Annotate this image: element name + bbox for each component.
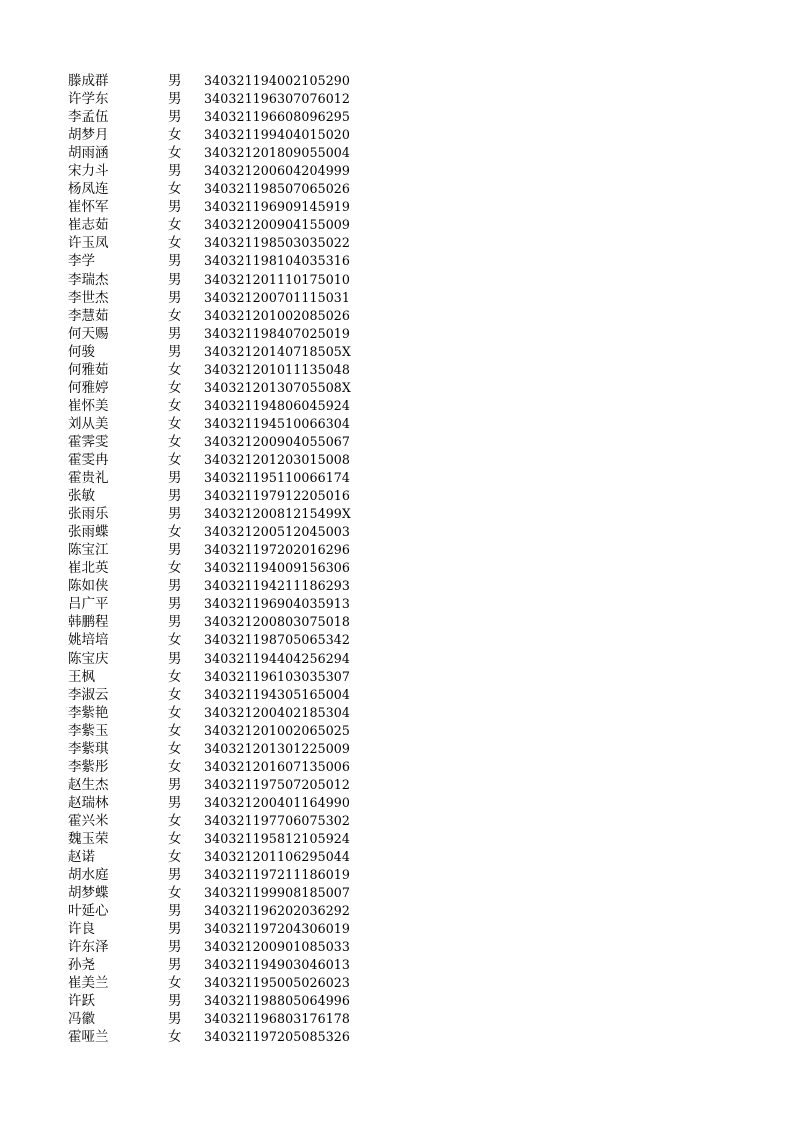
table-row xyxy=(68,90,368,108)
person-name: 赵瑞林 xyxy=(68,794,109,811)
person-name: 刘从美 xyxy=(68,415,109,432)
table-row xyxy=(68,631,368,649)
person-gender: 女 xyxy=(168,451,182,468)
person-id-number: 340321201106295044 xyxy=(204,849,351,865)
person-name: 何天赐 xyxy=(68,325,109,342)
person-id-number: 340321199404015020 xyxy=(204,127,351,143)
person-id-number: 34032120081215499X xyxy=(204,506,351,522)
person-gender: 男 xyxy=(168,542,182,559)
table-row xyxy=(68,938,368,956)
person-gender: 女 xyxy=(168,433,182,450)
person-gender: 女 xyxy=(168,217,182,234)
person-gender: 男 xyxy=(168,596,182,613)
table-row xyxy=(68,974,368,992)
person-id-number: 340321197204306019 xyxy=(204,921,351,937)
person-name: 崔美兰 xyxy=(68,975,109,992)
table-row xyxy=(68,72,368,90)
table-row xyxy=(68,686,368,704)
person-gender: 女 xyxy=(168,686,182,703)
person-name: 何雅茹 xyxy=(68,361,109,378)
person-name: 张雨乐 xyxy=(68,506,109,523)
person-id-number: 340321197507205012 xyxy=(204,776,351,792)
person-id-number: 340321197211186019 xyxy=(204,867,351,883)
person-name: 许良 xyxy=(68,921,95,938)
table-row xyxy=(68,433,368,451)
person-gender: 男 xyxy=(168,325,182,342)
person-gender: 女 xyxy=(168,1029,182,1046)
person-name: 李紫琪 xyxy=(68,740,109,757)
person-gender: 女 xyxy=(168,127,182,144)
person-gender: 男 xyxy=(168,73,182,89)
person-gender: 女 xyxy=(168,758,182,775)
table-row xyxy=(68,956,368,974)
person-gender: 女 xyxy=(168,722,182,739)
person-gender: 女 xyxy=(168,885,182,902)
person-name: 王枫 xyxy=(68,668,95,685)
person-gender: 女 xyxy=(168,668,182,685)
person-name: 李淑云 xyxy=(68,686,109,703)
person-gender: 男 xyxy=(168,289,182,306)
person-gender: 男 xyxy=(168,921,182,938)
person-gender: 男 xyxy=(168,776,182,793)
person-name: 霍霁雯 xyxy=(68,433,109,450)
person-id-number: 340321194211186293 xyxy=(204,578,351,594)
person-id-number: 340321194510066304 xyxy=(204,415,351,431)
table-row xyxy=(68,325,368,343)
person-name: 李孟伍 xyxy=(68,109,109,126)
table-row xyxy=(68,451,368,469)
person-name: 张雨蝶 xyxy=(68,524,109,541)
person-gender: 女 xyxy=(168,361,182,378)
person-id-number: 34032120130705508X xyxy=(204,379,351,395)
person-name: 李学 xyxy=(68,253,95,270)
person-gender: 女 xyxy=(168,235,182,252)
table-row xyxy=(68,144,368,162)
person-id-number: 340321200402185304 xyxy=(204,704,351,720)
person-name: 张敏 xyxy=(68,488,95,505)
person-name: 霍兴米 xyxy=(68,812,109,829)
table-row xyxy=(68,271,368,289)
person-name: 李紫彤 xyxy=(68,758,109,775)
table-row xyxy=(68,613,368,631)
person-id-number: 340321196909145919 xyxy=(204,199,351,215)
person-id-number: 340321197205085326 xyxy=(204,1029,351,1045)
table-row xyxy=(68,992,368,1010)
person-gender: 男 xyxy=(168,488,182,505)
table-row xyxy=(68,415,368,433)
table-row xyxy=(68,162,368,180)
person-name: 赵生杰 xyxy=(68,776,109,793)
person-id-number: 340321200803075018 xyxy=(204,614,351,630)
table-row xyxy=(68,469,368,487)
person-name: 滕成群 xyxy=(68,73,109,89)
table-row xyxy=(68,234,368,252)
person-gender: 女 xyxy=(168,181,182,198)
person-name: 霍贵礼 xyxy=(68,470,109,487)
table-row xyxy=(68,668,368,686)
table-row xyxy=(68,884,368,902)
person-id-number: 340321200904055067 xyxy=(204,433,351,449)
person-gender: 男 xyxy=(168,903,182,920)
person-name: 胡水庭 xyxy=(68,867,109,884)
person-id-number: 340321198805064996 xyxy=(204,993,351,1009)
person-gender: 男 xyxy=(168,794,182,811)
table-row xyxy=(68,740,368,758)
person-id-number: 340321198104035316 xyxy=(204,253,351,269)
person-id-number: 340321194305165004 xyxy=(204,686,351,702)
person-name: 陈宝庆 xyxy=(68,650,109,667)
table-row xyxy=(68,722,368,740)
person-id-number: 340321194009156306 xyxy=(204,560,351,576)
table-row xyxy=(68,920,368,938)
person-gender: 男 xyxy=(168,506,182,523)
person-gender: 女 xyxy=(168,704,182,721)
person-name: 胡梦蝶 xyxy=(68,885,109,902)
person-gender: 男 xyxy=(168,163,182,180)
person-id-number: 340321198503035022 xyxy=(204,235,351,251)
person-gender: 女 xyxy=(168,849,182,866)
person-name: 崔怀军 xyxy=(68,199,109,216)
table-row xyxy=(68,902,368,920)
person-name: 许玉凤 xyxy=(68,235,109,252)
table-row xyxy=(68,397,368,415)
person-gender: 男 xyxy=(168,650,182,667)
table-row xyxy=(68,830,368,848)
person-name: 陈如侠 xyxy=(68,578,109,595)
person-id-number: 340321200604204999 xyxy=(204,163,351,179)
table-row xyxy=(68,307,368,325)
table-row xyxy=(68,577,368,595)
person-id-number: 340321194002105290 xyxy=(204,73,351,88)
person-name: 陈宝江 xyxy=(68,542,109,559)
person-name: 何雅婷 xyxy=(68,379,109,396)
person-name: 霍雯冉 xyxy=(68,451,109,468)
person-gender: 男 xyxy=(168,867,182,884)
person-name: 吕广平 xyxy=(68,596,109,613)
person-name: 许跃 xyxy=(68,993,95,1010)
person-id-number: 340321196803176178 xyxy=(204,1011,351,1027)
person-name: 孙尧 xyxy=(68,957,95,974)
person-id-number: 340321195812105924 xyxy=(204,830,351,846)
table-row xyxy=(68,704,368,722)
person-name: 李紫艳 xyxy=(68,704,109,721)
person-id-number: 340321201002085026 xyxy=(204,307,351,323)
person-id-number: 340321201011135048 xyxy=(204,361,351,377)
person-name: 霍哑兰 xyxy=(68,1029,109,1046)
person-id-number: 340321198407025019 xyxy=(204,325,351,341)
person-id-number: 340321194404256294 xyxy=(204,650,351,666)
table-row xyxy=(68,559,368,577)
roster-table xyxy=(68,72,368,1047)
person-name: 冯徽 xyxy=(68,1011,95,1028)
person-gender: 女 xyxy=(168,812,182,829)
person-name: 许学东 xyxy=(68,91,109,108)
person-gender: 男 xyxy=(168,91,182,108)
person-id-number: 340321201002065025 xyxy=(204,722,351,738)
person-id-number: 340321200901085033 xyxy=(204,939,351,955)
table-row xyxy=(68,776,368,794)
person-gender: 女 xyxy=(168,415,182,432)
person-name: 李世杰 xyxy=(68,289,109,306)
person-id-number: 340321201301225009 xyxy=(204,740,351,756)
table-row xyxy=(68,180,368,198)
person-name: 崔志茹 xyxy=(68,217,109,234)
person-gender: 女 xyxy=(168,740,182,757)
person-id-number: 340321200401164990 xyxy=(204,794,351,810)
table-row xyxy=(68,126,368,144)
person-id-number: 340321196103035307 xyxy=(204,668,351,684)
table-row xyxy=(68,198,368,216)
table-row xyxy=(68,361,368,379)
table-row xyxy=(68,595,368,613)
person-gender: 女 xyxy=(168,560,182,577)
person-gender: 女 xyxy=(168,830,182,847)
person-gender: 男 xyxy=(168,470,182,487)
table-row xyxy=(68,487,368,505)
person-name: 何骏 xyxy=(68,343,95,360)
person-id-number: 340321197706075302 xyxy=(204,812,351,828)
table-row xyxy=(68,343,368,361)
table-row xyxy=(68,866,368,884)
person-name: 叶延心 xyxy=(68,903,109,920)
table-row xyxy=(68,848,368,866)
person-gender: 男 xyxy=(168,993,182,1010)
person-name: 姚培培 xyxy=(68,632,109,649)
person-id-number: 34032120140718505X xyxy=(204,343,351,359)
person-gender: 女 xyxy=(168,379,182,396)
person-id-number: 340321201809055004 xyxy=(204,145,351,161)
person-gender: 女 xyxy=(168,307,182,324)
person-id-number: 340321197912205016 xyxy=(204,488,351,504)
person-gender: 女 xyxy=(168,145,182,162)
person-name: 李瑞杰 xyxy=(68,271,109,288)
person-name: 崔怀美 xyxy=(68,397,109,414)
table-row xyxy=(68,1028,368,1046)
person-name: 韩鹏程 xyxy=(68,614,109,631)
person-id-number: 340321198507065026 xyxy=(204,181,351,197)
person-name: 胡雨涵 xyxy=(68,145,109,162)
person-name: 杨凤连 xyxy=(68,181,109,198)
person-gender: 男 xyxy=(168,109,182,126)
person-gender: 男 xyxy=(168,939,182,956)
person-name: 魏玉荣 xyxy=(68,830,109,847)
table-row xyxy=(68,794,368,812)
person-id-number: 340321196608096295 xyxy=(204,109,351,125)
table-row xyxy=(68,505,368,523)
table-row xyxy=(68,1010,368,1028)
person-gender: 男 xyxy=(168,957,182,974)
table-row xyxy=(68,812,368,830)
person-name: 李慧茹 xyxy=(68,307,109,324)
table-row xyxy=(68,379,368,397)
person-id-number: 340321196904035913 xyxy=(204,596,351,612)
person-name: 赵诺 xyxy=(68,849,95,866)
person-name: 李紫玉 xyxy=(68,722,109,739)
person-id-number: 340321196307076012 xyxy=(204,91,351,107)
person-id-number: 340321197202016296 xyxy=(204,542,351,558)
table-row xyxy=(68,650,368,668)
person-gender: 男 xyxy=(168,1011,182,1028)
person-gender: 男 xyxy=(168,343,182,360)
person-id-number: 340321195110066174 xyxy=(204,470,351,486)
person-gender: 男 xyxy=(168,253,182,270)
person-id-number: 340321194806045924 xyxy=(204,397,351,413)
person-gender: 女 xyxy=(168,397,182,414)
table-row xyxy=(68,541,368,559)
person-gender: 女 xyxy=(168,632,182,649)
person-id-number: 340321201203015008 xyxy=(204,451,351,467)
person-id-number: 340321201607135006 xyxy=(204,758,351,774)
person-name: 崔北英 xyxy=(68,560,109,577)
table-row xyxy=(68,252,368,270)
table-row xyxy=(68,108,368,126)
table-row xyxy=(68,216,368,234)
person-name: 许东泽 xyxy=(68,939,109,956)
table-row xyxy=(68,523,368,541)
person-id-number: 340321194903046013 xyxy=(204,957,351,973)
person-id-number: 340321199908185007 xyxy=(204,885,351,901)
person-id-number: 340321196202036292 xyxy=(204,903,351,919)
person-gender: 男 xyxy=(168,199,182,216)
table-row xyxy=(68,289,368,307)
person-gender: 男 xyxy=(168,271,182,288)
person-id-number: 340321200904155009 xyxy=(204,217,351,233)
table-row xyxy=(68,758,368,776)
person-gender: 男 xyxy=(168,578,182,595)
person-id-number: 340321200701115031 xyxy=(204,289,351,305)
person-id-number: 340321198705065342 xyxy=(204,632,351,648)
person-id-number: 340321200512045003 xyxy=(204,524,351,540)
person-id-number: 340321201110175010 xyxy=(204,271,351,287)
person-gender: 女 xyxy=(168,524,182,541)
person-name: 胡梦月 xyxy=(68,127,109,144)
person-name: 宋力斗 xyxy=(68,163,109,180)
person-gender: 男 xyxy=(168,614,182,631)
person-gender: 女 xyxy=(168,975,182,992)
person-id-number: 340321195005026023 xyxy=(204,975,351,991)
